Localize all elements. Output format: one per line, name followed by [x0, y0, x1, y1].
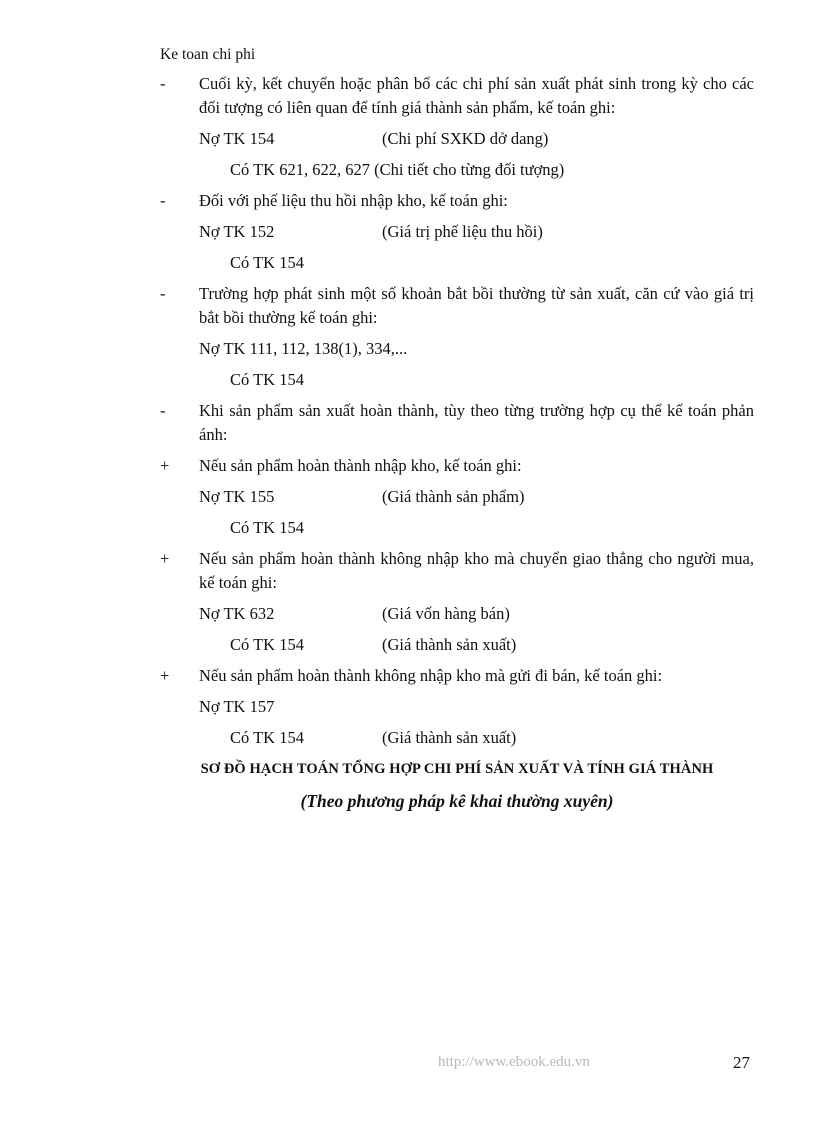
debit-account: Nợ TK 155 — [199, 487, 275, 506]
debit-account: Nợ TK 157 — [199, 697, 275, 716]
sub-bullet-item — [160, 454, 754, 478]
bullet-text: Trường hợp phát sinh một số khoản bắt bồi thường từ sản xuất, căn cứ vào giá trị bắt bồi thường kế toán ghi: — [199, 284, 754, 327]
debit-account: Nợ TK 154 — [199, 129, 275, 148]
bullet-text: Nếu sản phẩm hoàn thành nhập kho, kế toán ghi: — [199, 456, 522, 475]
credit-account: Có TK 154 — [230, 370, 304, 389]
debit-note: (Chi phí SXKD dở dang) — [382, 129, 549, 148]
debit-account: Nợ TK 632 — [199, 604, 275, 623]
debit-note: (Giá thành sản phẩm) — [382, 487, 525, 506]
bullet-text: Khi sản phẩm sản xuất hoàn thành, tùy theo từng trường hợp cụ thể kế toán phản ánh: — [199, 401, 754, 444]
debit-account: Nợ TK 152 — [199, 222, 275, 241]
credit-note: (Giá thành sản xuất) — [382, 728, 517, 747]
sub-bullet-item — [160, 664, 754, 688]
credit-entry — [160, 633, 754, 657]
dash-marker: - — [160, 284, 166, 303]
page-number: 27 — [733, 1053, 750, 1072]
bullet-text: Nếu sản phẩm hoàn thành không nhập kho mà chuyển giao thẳng cho người mua, kế toán ghi: — [199, 549, 754, 592]
section-title: SƠ ĐỒ HẠCH TOÁN TỔNG HỢP CHI PHÍ SẢN XUẤT VÀ TÍNH GIÁ THÀNH — [200, 761, 714, 777]
credit-entry — [160, 251, 754, 275]
credit-account: Có TK 154 — [230, 635, 304, 654]
bullet-text: Nếu sản phẩm hoàn thành không nhập kho mà gửi đi bán, kế toán ghi: — [199, 666, 663, 685]
debit-entry — [160, 127, 754, 151]
credit-entry — [160, 726, 754, 750]
bullet-item — [160, 72, 754, 120]
plus-marker: + — [160, 549, 170, 568]
debit-entry — [160, 220, 754, 244]
bullet-text: Cuối kỳ, kết chuyển hoặc phân bổ các chi phí sản xuất phát sinh trong kỳ cho các đối tượng có liên quan để tính giá thành sản phẩm, kế toán ghi: — [199, 74, 754, 117]
debit-entry — [160, 485, 754, 509]
section-subtitle: (Theo phương pháp kê khai thường xuyên) — [300, 791, 614, 811]
debit-note: (Giá trị phế liệu thu hồi) — [382, 222, 543, 241]
credit-account: Có TK 154 — [230, 253, 304, 272]
bullet-item — [160, 189, 754, 213]
credit-account: Có TK 621, 622, 627 (Chi tiết cho từng đối tượng) — [230, 160, 565, 179]
bullet-text: Đối với phế liệu thu hồi nhập kho, kế toán ghi: — [199, 191, 508, 210]
document-body — [160, 72, 754, 813]
dash-marker: - — [160, 401, 166, 420]
credit-entry — [160, 158, 754, 182]
credit-account: Có TK 154 — [230, 728, 304, 747]
debit-entry — [160, 602, 754, 626]
plus-marker: + — [160, 666, 170, 685]
dash-marker: - — [160, 74, 166, 93]
sub-bullet-item — [160, 547, 754, 595]
debit-entry — [160, 337, 754, 361]
credit-account: Có TK 154 — [230, 518, 304, 537]
credit-entry — [160, 368, 754, 392]
plus-marker: + — [160, 456, 170, 475]
footer-url: http://www.ebook.edu.vn — [438, 1054, 590, 1070]
dash-marker: - — [160, 191, 166, 210]
bullet-item — [160, 399, 754, 447]
bullet-item — [160, 282, 754, 330]
running-header: Ke toan chi phi — [160, 46, 256, 63]
debit-entry — [160, 695, 754, 719]
debit-account: Nợ TK 111, 112, 138(1), 334,... — [199, 339, 408, 358]
credit-note: (Giá thành sản xuất) — [382, 635, 517, 654]
credit-entry — [160, 516, 754, 540]
debit-note: (Giá vốn hàng bán) — [382, 604, 510, 623]
